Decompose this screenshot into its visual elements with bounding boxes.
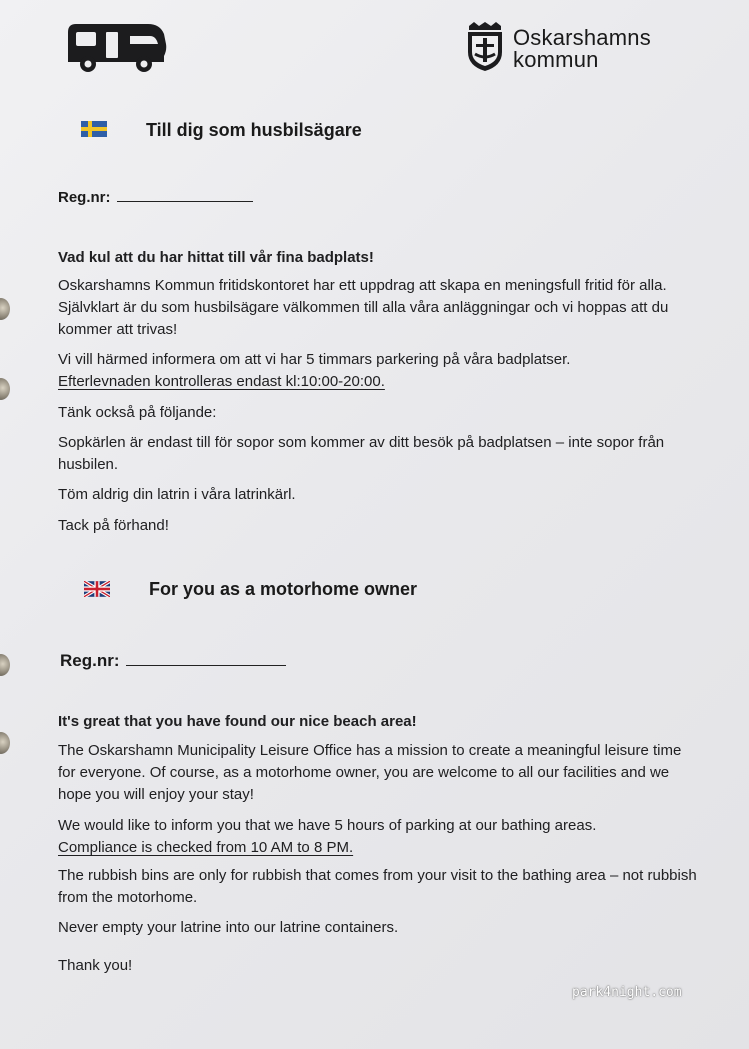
english-title: For you as a motorhome owner bbox=[149, 579, 418, 599]
english-paragraph-2-underlined: Compliance is checked from 10 AM to 8 PM. bbox=[58, 839, 354, 856]
punch-hole bbox=[0, 732, 10, 754]
english-reg-label: Reg.nr: bbox=[60, 651, 120, 670]
watermark: park4night.com bbox=[572, 985, 682, 1000]
swedish-flag-icon bbox=[81, 121, 107, 137]
swedish-title: Till dig som husbilsägare bbox=[146, 120, 362, 140]
english-paragraph-4: Never empty your latrine into our latrine containers. bbox=[58, 919, 399, 936]
swedish-greeting: Vad kul att du har hittat till vår fina badplats! bbox=[58, 249, 374, 266]
english-paragraph-2: We would like to inform you that we have 5 hours of parking at our bathing areas. bbox=[58, 817, 597, 834]
swedish-paragraph-2: Vi vill härmed informera om att vi har 5 timmars parkering på våra badplatser. bbox=[58, 351, 571, 368]
swedish-paragraph-4: Sopkärlen är endast till för sopor som kommer av ditt besök på badplatsen – inte sopor från husbilen. bbox=[58, 434, 665, 473]
uk-flag-icon bbox=[84, 581, 110, 597]
english-greeting: It's great that you have found our nice beach area! bbox=[58, 713, 417, 730]
english-paragraph-1: The Oskarshamn Municipality Leisure Office has a mission to create a meaningful leisure time for everyone. Of course, as a motorhome owner, you are welcome to all our facilities and we hope you will enjoy your stay! bbox=[58, 742, 682, 803]
punch-hole bbox=[0, 298, 10, 320]
swedish-paragraph-1: Oskarshamns Kommun fritidskontoret har ett uppdrag att skapa en meningsfull fritid för alla. Självklart är du som husbilsägare välkommen till alla våra anläggningar och vi hoppas att du kommer att trivas! bbox=[58, 277, 669, 338]
english-paragraph-5: Thank you! bbox=[58, 957, 133, 974]
swedish-paragraph-5: Töm aldrig din latrin i våra latrinkärl. bbox=[58, 486, 296, 503]
municipality-logo bbox=[465, 20, 665, 76]
english-paragraph-3: The rubbish bins are only for rubbish that comes from your visit to the bathing area – not rubbish from the motorhome. bbox=[58, 867, 697, 906]
punch-hole bbox=[0, 378, 10, 400]
motorhome-icon bbox=[64, 18, 168, 74]
english-reg-field bbox=[60, 650, 286, 671]
swedish-paragraph-3: Tänk också på följande: bbox=[58, 404, 217, 421]
swedish-reg-field bbox=[58, 187, 253, 206]
swedish-paragraph-6: Tack på förhand! bbox=[58, 517, 169, 534]
swedish-reg-line bbox=[117, 187, 253, 202]
punch-hole bbox=[0, 654, 10, 676]
swedish-reg-label: Reg.nr: bbox=[58, 189, 111, 206]
crest-icon bbox=[465, 20, 505, 72]
swedish-paragraph-2-underlined: Efterlevnaden kontrolleras endast kl:10:00-20:00. bbox=[58, 373, 385, 390]
logo-text-line2: kommun bbox=[513, 47, 599, 72]
logo-text-line1: Oskarshamns bbox=[513, 25, 651, 50]
english-reg-line bbox=[126, 650, 286, 666]
